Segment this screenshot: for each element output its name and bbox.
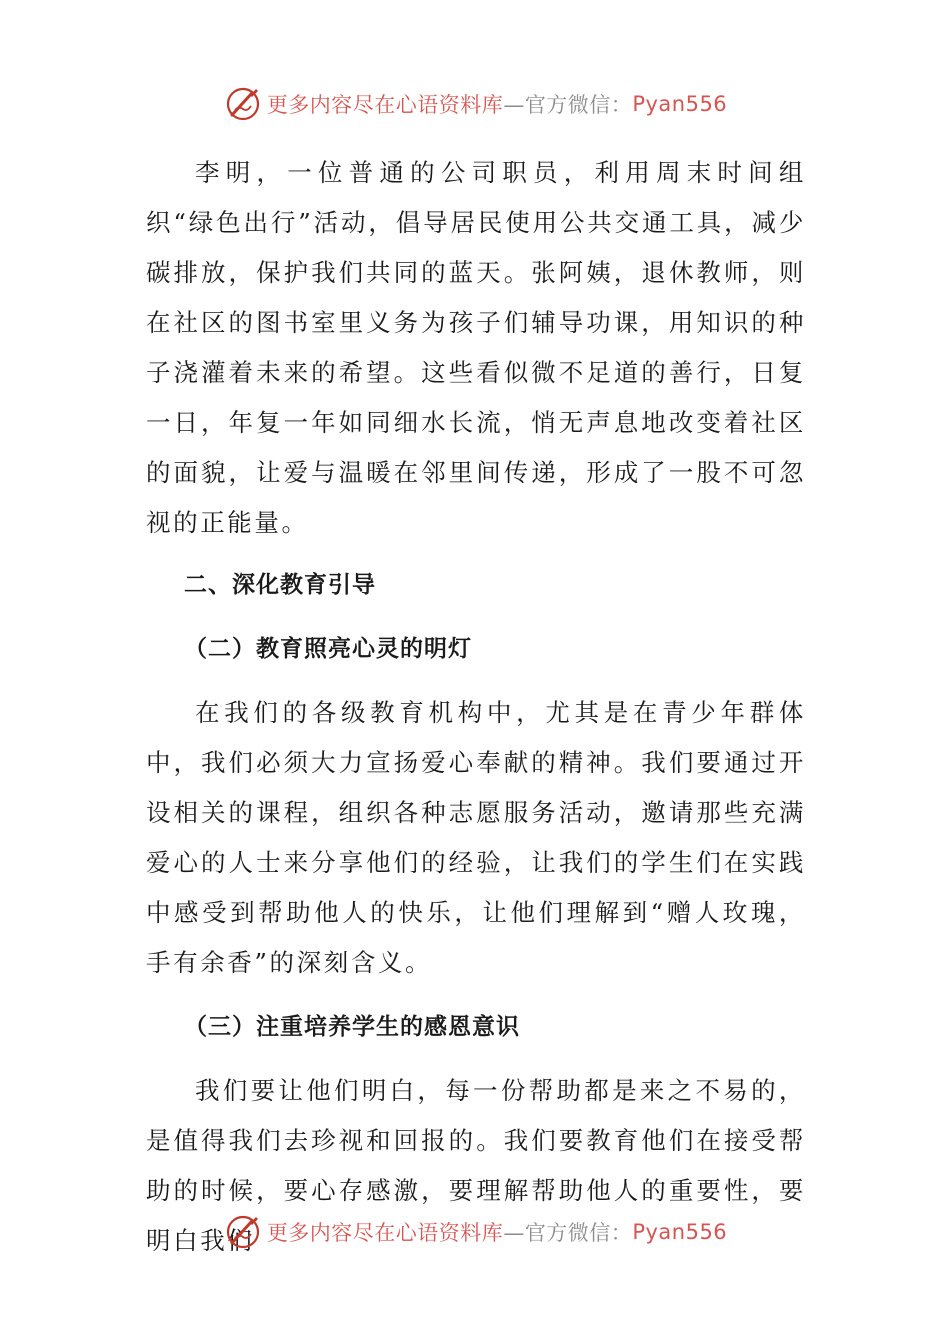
document-body — [146, 148, 806, 1266]
subsection-heading-3: （三）注重培养学生的感恩意识 — [184, 1014, 520, 1040]
footer-banner — [0, 1210, 950, 1254]
pen-logo-icon — [223, 1212, 263, 1252]
paragraph-2: 在我们的各级教育机构中，尤其是在青少年群体中，我们必须大力宣扬爱心奉献的精神。我们要通过开设相关的课程，组织各种志愿服务活动，邀请那些充满爱心的人士来分享他们的经验，让我们的学生们在实践中感受到帮助他人的快乐，让他们理解到“赠人玫瑰，手有余香”的深刻含义。 — [146, 698, 806, 977]
paragraph-3: 我们要让他们明白，每一份帮助都是来之不易的，是值得我们去珍视和回报的。我们要教育他们在接受帮助的时候，要心存感激，要理解帮助他人的重要性，要明白我们 — [146, 1076, 806, 1255]
banner-wechat-id: Pyan556 — [632, 1220, 728, 1244]
section-heading-2: 二、深化教育引导 — [184, 572, 376, 598]
paragraph-1: 李明，一位普通的公司职员，利用周末时间组织“绿色出行”活动，倡导居民使用公共交通工具，减少碳排放，保护我们共同的蓝天。张阿姨，退休教师，则在社区的图书室里义务为孩子们辅导功课，用知识的种子浇灌着未来的希望。这些看似微不足道的善行，日复一日，年复一年如同细水长流，悄无声息地改变着社区的面貌，让爱与温暖在邻里间传递，形成了一股不可忽视的正能量。 — [146, 158, 806, 537]
banner-wechat-label: —官方微信： — [503, 1221, 633, 1245]
banner-wechat-label: —官方微信： — [503, 93, 633, 117]
banner-site-name: 更多内容尽在心语资料库 — [266, 93, 504, 117]
banner-site-name: 更多内容尽在心语资料库 — [266, 1221, 504, 1245]
pen-logo-icon — [223, 84, 263, 124]
subsection-heading-2: （二）教育照亮心灵的明灯 — [184, 636, 472, 662]
header-banner — [0, 82, 950, 126]
banner-wechat-id: Pyan556 — [632, 92, 728, 116]
